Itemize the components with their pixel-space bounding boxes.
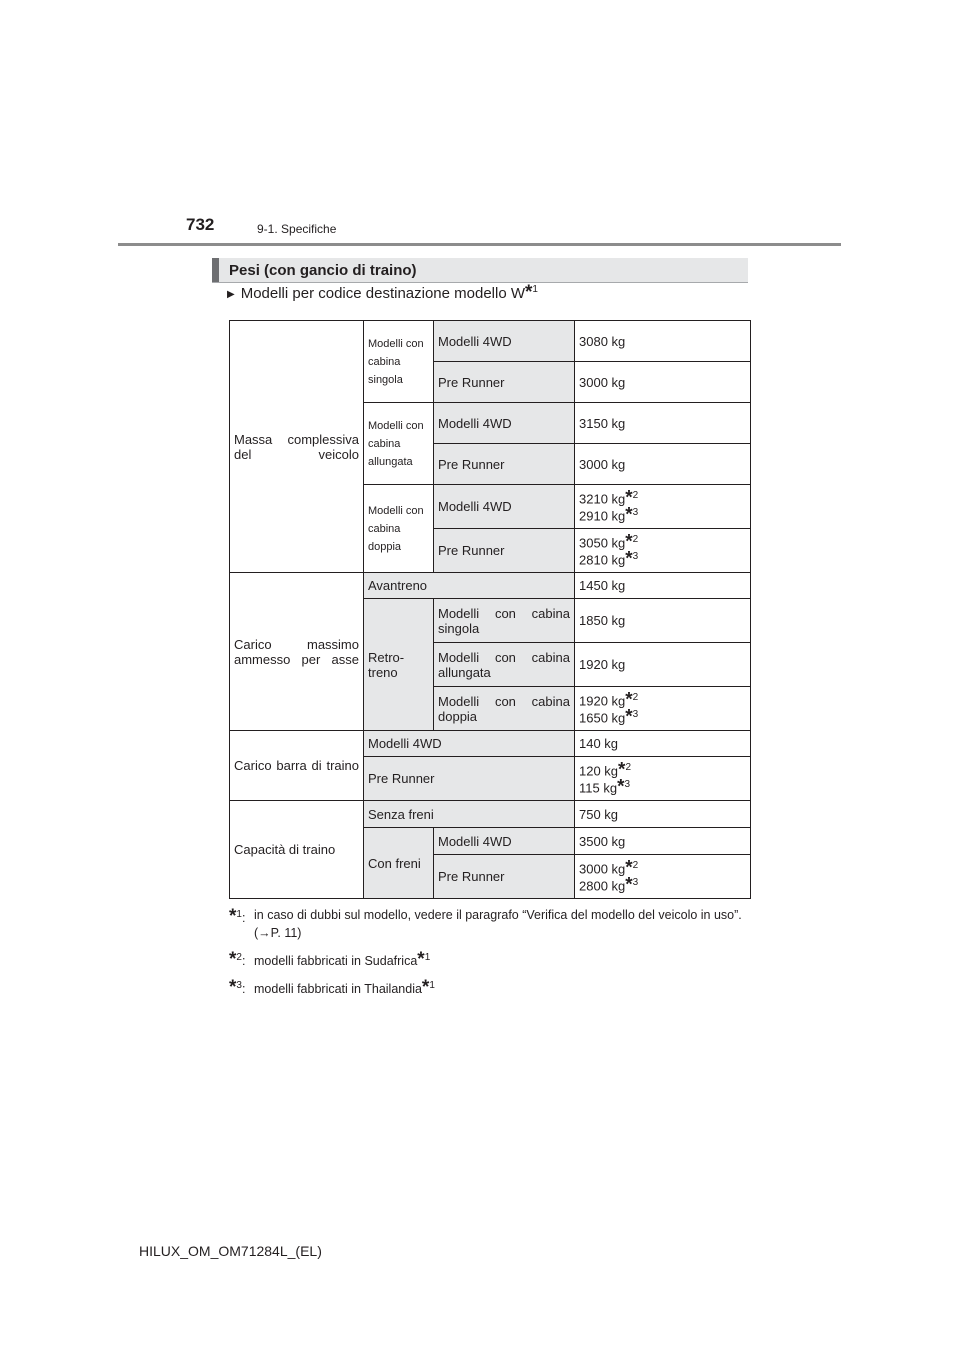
con-freni-4wd-value: 3500 kg (575, 828, 751, 855)
footnote-3-marker: *$^3$: (229, 977, 246, 999)
massa-singola-4wd-value: 3080 kg (575, 321, 751, 362)
footnote-3: *$^3$: modelli fabbricati in Thailandia*$^1$ (229, 977, 435, 999)
value-line: 1920 kg (579, 693, 626, 709)
massa-singola-pre-label: Pre Runner (434, 362, 575, 403)
retro-allungata-label: Modelli con cabina allungata (434, 643, 575, 687)
retro-singola-value: 1850 kg (575, 599, 751, 643)
footnote-1-text: in caso di dubbi sul modello, vedere il paragrafo “Verifica del modello del veicolo in uso”. (→P. 11) (254, 908, 742, 940)
value-line: 2910 kg (579, 507, 626, 523)
footnote-2: *$^2$: modelli fabbricati in Sudafrica*$^1$ (229, 949, 431, 971)
document-code: HILUX_OM_OM71284L_(EL) (139, 1243, 322, 1259)
massa-allungata-pre-label: Pre Runner (434, 444, 575, 485)
barra-4wd-label: Modelli 4WD (364, 731, 575, 757)
massa-doppia-4wd-value: 3210 kg*$^2$ 2910 kg*$^3$ (575, 485, 751, 529)
value-line: 2800 kg (579, 877, 626, 893)
massa-allungata-pre-value: 3000 kg (575, 444, 751, 485)
massa-label: Massa complessiva del veicolo (230, 321, 364, 573)
section-title: 9-1. Specifiche (257, 222, 337, 236)
avantreno-label: Avantreno (364, 573, 575, 599)
massa-singola-pre-value: 3000 kg (575, 362, 751, 403)
table-row (230, 731, 751, 757)
value-line: 120 kg (579, 763, 619, 779)
title-bar (212, 258, 748, 283)
barra-pre-value: 120 kg*$^2$ 115 kg*$^3$ (575, 757, 751, 801)
value-line: 115 kg (579, 779, 618, 795)
con-freni-label: Con freni (364, 828, 434, 899)
subheading (227, 284, 538, 302)
massa-doppia-pre-value: 3050 kg*$^2$ 2810 kg*$^3$ (575, 529, 751, 573)
senza-freni-value: 750 kg (575, 801, 751, 828)
footnote-2-marker: *$^2$: (229, 949, 246, 971)
con-freni-pre-value: 3000 kg*$^2$ 2800 kg*$^3$ (575, 855, 751, 899)
header-divider (118, 243, 841, 246)
retrotreno-label: Retro-treno (364, 599, 434, 731)
massa-allungata-4wd-label: Modelli 4WD (434, 403, 575, 444)
footnote-1-marker: *$^1$: (229, 906, 246, 928)
value-line: 1650 kg (579, 709, 626, 725)
value-line: 3050 kg (579, 535, 626, 551)
barra-label: Carico barra di traino (230, 731, 364, 801)
massa-singola-label: Modelli con cabina singola (364, 321, 434, 403)
title-bar-label: Pesi (con gancio di traino) (229, 262, 417, 279)
title-bar-accent (212, 258, 219, 282)
barra-4wd-value: 140 kg (575, 731, 751, 757)
con-freni-pre-label: Pre Runner (434, 855, 575, 899)
retro-allungata-value: 1920 kg (575, 643, 751, 687)
table-row (230, 321, 751, 362)
massa-doppia-label: Modelli con cabina doppia (364, 485, 434, 573)
retro-doppia-value: 1920 kg*$^2$ 1650 kg*$^3$ (575, 687, 751, 731)
footnote-1 (229, 906, 749, 942)
subheading-text: Modelli per codice destinazione modello W (240, 285, 526, 302)
con-freni-4wd-label: Modelli 4WD (434, 828, 575, 855)
footnote-3-text: modelli fabbricati in Thailandia (254, 982, 422, 997)
value-line: 2810 kg (579, 551, 626, 567)
value-line: 3000 kg (579, 861, 626, 877)
traino-label: Capacità di traino (230, 801, 364, 899)
senza-freni-label: Senza freni (364, 801, 575, 828)
triangle-bullet-icon: ▶ (227, 289, 235, 300)
weights-table (229, 320, 751, 899)
page-number: 732 (186, 215, 215, 234)
massa-doppia-4wd-label: Modelli 4WD (434, 485, 575, 529)
massa-allungata-label: Modelli con cabina allungata (364, 403, 434, 485)
footnote-star-icon: * (525, 282, 533, 303)
massa-singola-4wd-label: Modelli 4WD (434, 321, 575, 362)
massa-allungata-4wd-value: 3150 kg (575, 403, 751, 444)
avantreno-value: 1450 kg (575, 573, 751, 599)
retro-singola-label: Modelli con cabina singola (434, 599, 575, 643)
massa-doppia-pre-label: Pre Runner (434, 529, 575, 573)
carico-label: Carico massimo ammesso per asse (230, 573, 364, 731)
footnote-ref: 1 (532, 284, 538, 295)
footnote-2-text: modelli fabbricati in Sudafrica (254, 954, 418, 969)
retro-doppia-label: Modelli con cabina doppia (434, 687, 575, 731)
table-row (230, 801, 751, 828)
barra-pre-label: Pre Runner (364, 757, 575, 801)
table-row (230, 573, 751, 599)
value-line: 3210 kg (579, 491, 626, 507)
footnotes (229, 906, 749, 1005)
